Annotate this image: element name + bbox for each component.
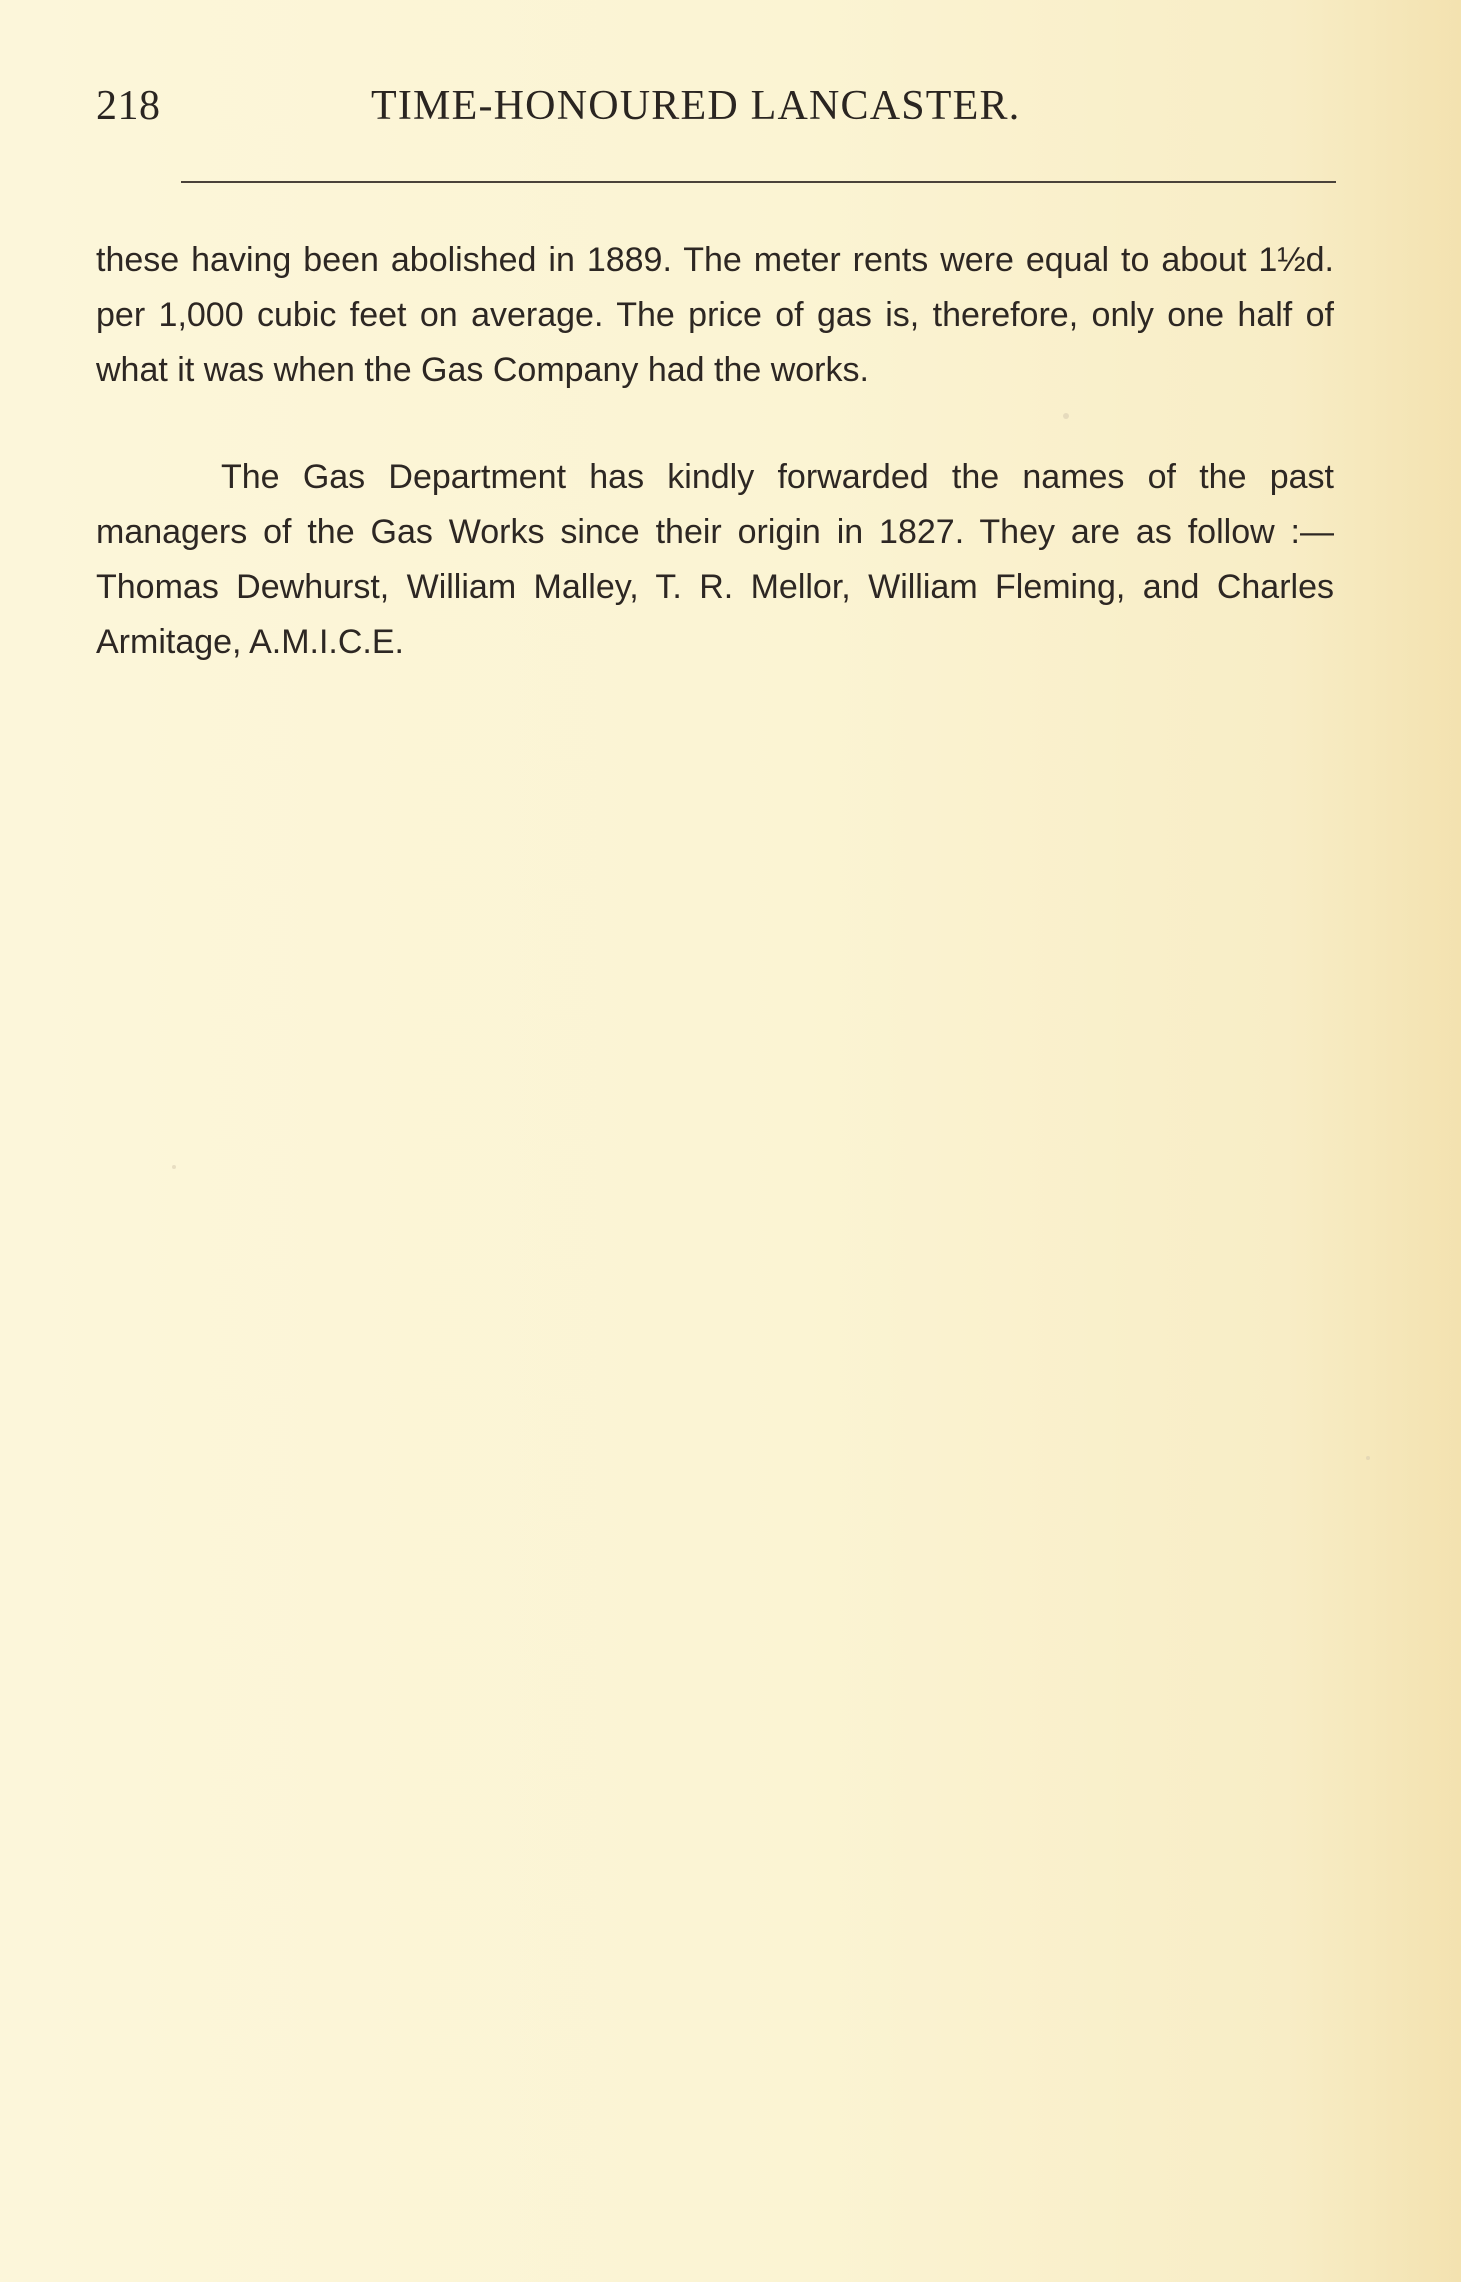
page-number: 218 — [96, 83, 161, 129]
header-rule — [181, 181, 1336, 183]
paper-speck — [172, 1165, 176, 1169]
paragraph-2: The Gas Department has kindly forwarded the names of the past managers of the Gas Works since their origin in 1827. They are as follow :—Thomas Dewhurst, William Malley, T. R. Mellor, William Fleming, and Charles Armitage, A.M.I.C.E. — [96, 458, 1334, 661]
running-title: TIME-HONOURED LANCASTER. — [371, 83, 1021, 129]
running-head — [96, 76, 1334, 136]
body-text — [96, 233, 1334, 670]
paragraph-1: these having been abolished in 1889. The meter rents were equal to about 1½d. per 1,000 cubic feet on average. The price of gas is, therefore, only one half of what it was when the Gas Company had the works. — [96, 241, 1334, 389]
paper-speck — [1366, 1456, 1370, 1460]
paper-speck — [1063, 413, 1069, 419]
